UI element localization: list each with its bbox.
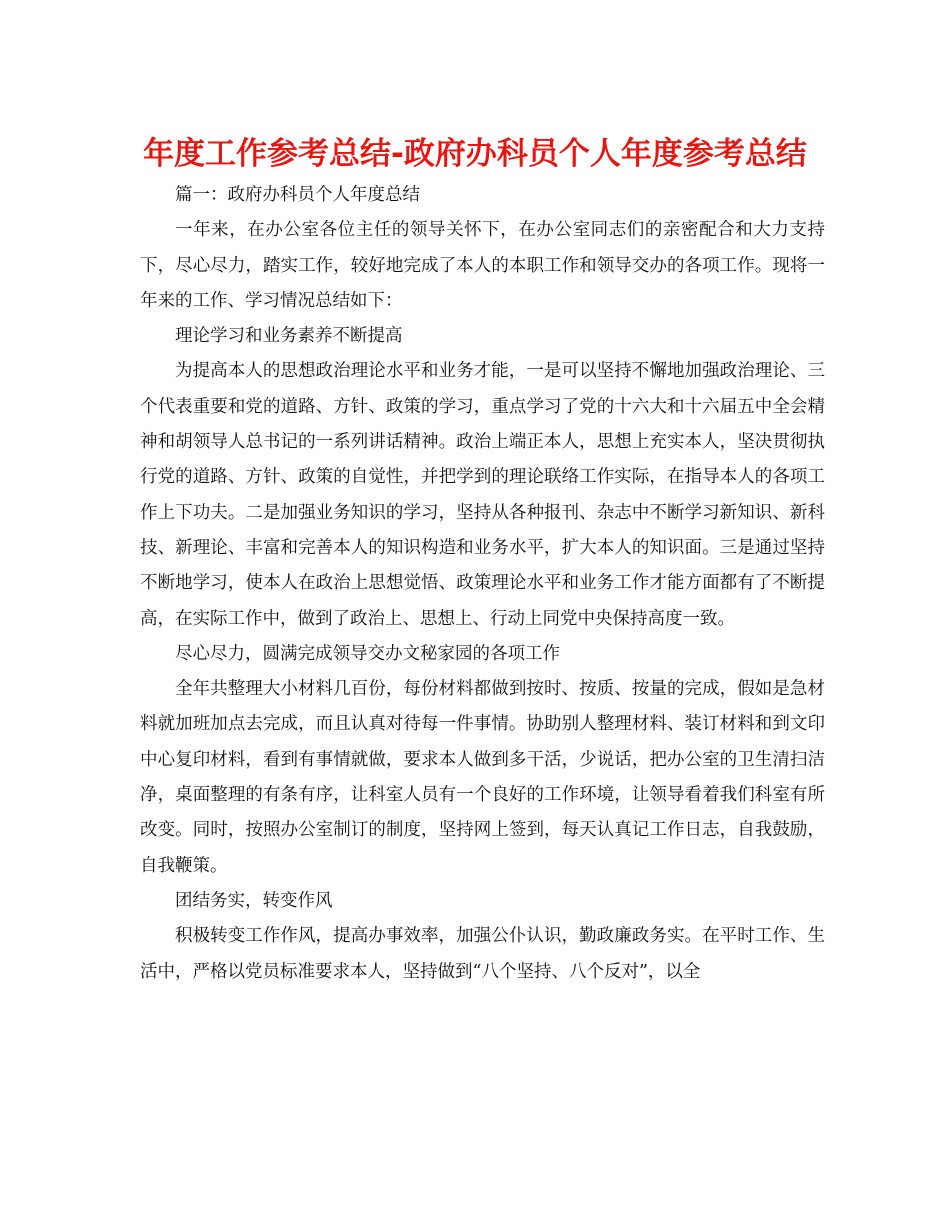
document-title: 年度工作参考总结-政府办科员个人年度参考总结 [143,136,807,172]
section-heading-work-style: 团结务实，转变作风 [175,890,333,911]
assigned-work-paragraph: 全年共整理大小材料几百份，每份材料都做到按时、按质、按量的完成，假如是急材料就加班加点去完成，而且认真对待每一件事情。协助别人整理材料、装订材料和到文印中心复印材料，看到有事情就做，要求本人做到多干活，少说话，把办公室的卫生清扫洁净，桌面整理的有条有序，让科室人员有一个良好的工作环境，让领导看着我们科室有所改变。同时，按照办公室制订的制度，坚持网上签到，每天认真记工作日志，自我鼓励，自我鞭策。 [140,679,825,876]
document-body [140,178,825,990]
theory-study-paragraph: 为提高本人的思想政治理论水平和业务才能，一是可以坚持不懈地加强政治理论、三个代表重要和党的道路、方针、政策的学习，重点学习了党的十六大和十六届五中全会精神和胡领导人总书记的一系列讲话精神。政治上端正本人，思想上充实本人，坚决贯彻执行党的道路、方针、政策的自觉性，并把学到的理论联络工作实际，在指导本人的各项工作上下功夫。二是加强业务知识的学习，坚持从各种报刊、杂志中不断学习新知识、新科技、新理论、丰富和完善本人的知识构造和业务水平，扩大本人的知识面。三是通过坚持不断地学习，使本人在政治上思想觉悟、政策理论水平和业务工作才能方面都有了不断提高，在实际工作中，做到了政治上、思想上、行动上同党中央保持高度一致。 [140,361,825,629]
section-heading-chapter-one: 篇一：政府办科员个人年度总结 [175,185,420,205]
section-heading-theory-study: 理论学习和业务素养不断提高 [175,326,403,347]
intro-paragraph: 一年来，在办公室各位主任的领导关怀下，在办公室同志们的亲密配合和大力支持下，尽心尽力，踏实工作，较好地完成了本人的本职工作和领导交办的各项工作。现将一年来的工作、学习情况总结如下： [140,220,825,311]
section-heading-assigned-work: 尽心尽力，圆满完成领导交办文秘家园的各项工作 [175,643,560,664]
work-style-paragraph: 积极转变工作作风，提高办事效率，加强公仆认识，勤政廉政务实。在平时工作、生活中，严格以党员标准要求本人，坚持做到“八个坚持、八个反对”，以全 [140,926,825,982]
